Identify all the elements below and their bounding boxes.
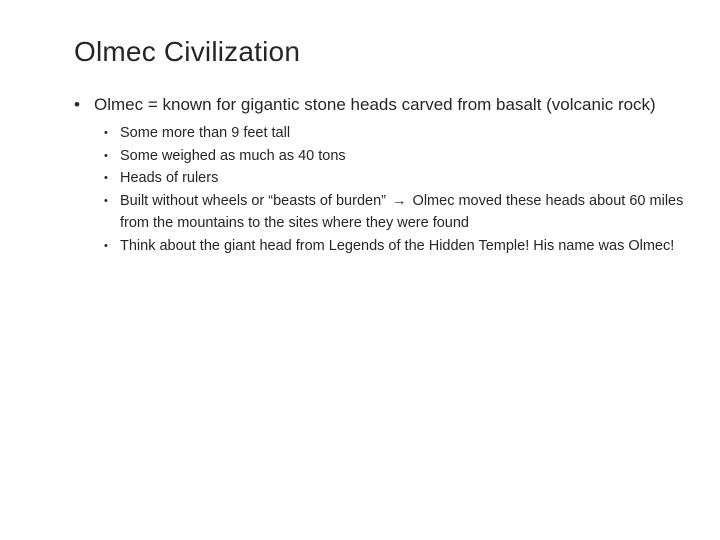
sub-bullet [74, 190, 694, 235]
sub-bullet-list [74, 122, 694, 257]
bullet-marker: • [104, 239, 108, 252]
slide-body [74, 93, 694, 257]
sub-bullet [74, 167, 694, 190]
bullet-marker: • [74, 95, 80, 114]
sub-bullet-text-before: Built without wheels or “beasts of burden” [120, 192, 386, 209]
sub-bullet-text: Think about the giant head from Legends of the Hidden Temple! His name was Olmec! [120, 237, 675, 254]
sub-bullet [74, 122, 694, 145]
bullet-marker: • [104, 194, 108, 207]
sub-bullet-text: Some more than 9 feet tall [120, 125, 291, 141]
slide-title: Olmec Civilization [74, 36, 301, 67]
sub-bullet-text: Heads of rulers [120, 170, 219, 186]
bullet-marker: • [104, 172, 108, 184]
sub-bullet [74, 235, 694, 258]
sub-bullet [74, 145, 694, 168]
bullet-marker: • [104, 149, 108, 162]
main-bullet [74, 93, 694, 116]
right-arrow-icon: → [392, 192, 407, 209]
bullet-marker: • [104, 127, 108, 139]
main-bullet-text: Olmec = known for gigantic stone heads carved from basalt (volcanic rock) [94, 95, 656, 114]
sub-bullet-text: Some weighed as much as 40 tons [120, 147, 346, 164]
sub-bullet-text-after: Olmec moved these heads about 60 miles from the mountains to the sites where they were found [120, 192, 684, 231]
